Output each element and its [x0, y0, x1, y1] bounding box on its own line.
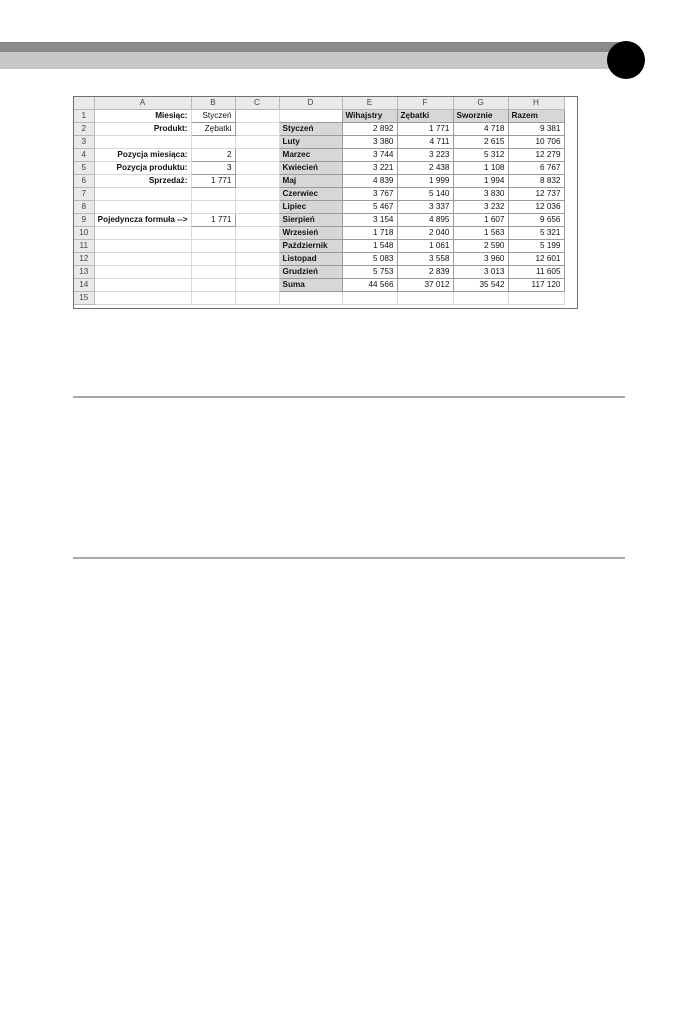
column-header-h[interactable]: H	[508, 97, 564, 110]
sales-cell[interactable]: 35 542	[453, 279, 508, 292]
cell-c[interactable]	[235, 266, 279, 279]
spreadsheet-screenshot	[73, 96, 578, 309]
cell-b[interactable]	[191, 136, 235, 149]
column-header-a[interactable]: A	[94, 97, 191, 110]
page-header-band-light	[0, 52, 625, 69]
cell-c[interactable]	[235, 110, 279, 123]
sales-cell[interactable]: 3 337	[397, 201, 453, 214]
cell-f[interactable]	[397, 292, 453, 305]
row-header[interactable]: 7	[74, 188, 94, 201]
cell-b[interactable]: 1 771	[191, 175, 235, 188]
cell-a[interactable]: Miesiąc:	[94, 110, 191, 123]
cell-b[interactable]: 2	[191, 149, 235, 162]
cell-c[interactable]	[235, 214, 279, 227]
cell-a[interactable]	[94, 136, 191, 149]
sales-cell[interactable]: 3 380	[342, 136, 397, 149]
cell-c[interactable]	[235, 201, 279, 214]
cell-b[interactable]	[191, 188, 235, 201]
column-header-d[interactable]: D	[279, 97, 342, 110]
cell-a[interactable]: Pojedyncza formuła -->	[94, 214, 191, 227]
cell-a[interactable]	[94, 279, 191, 292]
sales-cell[interactable]: 4 839	[342, 175, 397, 188]
cell-d[interactable]	[279, 292, 342, 305]
total-cell[interactable]: 12 036	[508, 201, 564, 214]
sheet-row	[74, 292, 564, 305]
sales-cell[interactable]: 4 718	[453, 123, 508, 136]
month-label-cell[interactable]: Sierpień	[279, 214, 342, 227]
total-cell[interactable]: 9 656	[508, 214, 564, 227]
chapter-thumb-circle	[607, 41, 645, 79]
cell-c[interactable]	[235, 149, 279, 162]
month-label-cell[interactable]: Kwiecień	[279, 162, 342, 175]
total-cell[interactable]: 12 601	[508, 253, 564, 266]
sheet-row	[74, 123, 564, 136]
cell-b[interactable]: 1 771	[191, 214, 235, 227]
sales-cell[interactable]: 1 999	[397, 175, 453, 188]
sales-cell[interactable]: 1 563	[453, 227, 508, 240]
sheet-row	[74, 201, 564, 214]
month-label-cell[interactable]: Styczeń	[279, 123, 342, 136]
total-cell[interactable]: 8 832	[508, 175, 564, 188]
sales-cell[interactable]: 1 771	[397, 123, 453, 136]
cell-b[interactable]	[191, 266, 235, 279]
cell-c[interactable]	[235, 162, 279, 175]
cell-c[interactable]	[235, 279, 279, 292]
row-header[interactable]: 5	[74, 162, 94, 175]
sales-cell[interactable]: 3 223	[397, 149, 453, 162]
month-label-cell[interactable]: Grudzień	[279, 266, 342, 279]
sales-cell[interactable]: 2 040	[397, 227, 453, 240]
cell-a[interactable]	[94, 240, 191, 253]
cell-a[interactable]: Sprzedaż:	[94, 175, 191, 188]
sheet-row	[74, 279, 564, 292]
cell-c[interactable]	[235, 240, 279, 253]
sheet-row	[74, 149, 564, 162]
cell-b[interactable]: 3	[191, 162, 235, 175]
total-cell[interactable]: 5 321	[508, 227, 564, 240]
horizontal-rule-top	[73, 396, 625, 398]
total-cell[interactable]: 5 199	[508, 240, 564, 253]
page-header-band-dark	[0, 42, 625, 52]
cell-b[interactable]	[191, 292, 235, 305]
sales-cell[interactable]: 4 895	[397, 214, 453, 227]
row-header[interactable]: 3	[74, 136, 94, 149]
cell-c[interactable]	[235, 227, 279, 240]
sales-cell[interactable]: 1 108	[453, 162, 508, 175]
total-cell[interactable]: 117 120	[508, 279, 564, 292]
sheet-row	[74, 110, 564, 123]
sales-cell[interactable]: 3 960	[453, 253, 508, 266]
sales-cell[interactable]: 3 830	[453, 188, 508, 201]
column-header-row	[74, 97, 564, 110]
cell-b[interactable]	[191, 240, 235, 253]
cell-c[interactable]	[235, 136, 279, 149]
cell-a[interactable]	[94, 227, 191, 240]
sales-cell[interactable]: 5 312	[453, 149, 508, 162]
sheet-row	[74, 136, 564, 149]
total-cell[interactable]: 10 706	[508, 136, 564, 149]
sales-cell[interactable]: 3 013	[453, 266, 508, 279]
column-header-g[interactable]: G	[453, 97, 508, 110]
row-header[interactable]: 6	[74, 175, 94, 188]
month-label-cell[interactable]: Suma	[279, 279, 342, 292]
cell-a[interactable]	[94, 253, 191, 266]
cell-b[interactable]: Styczeń	[191, 110, 235, 123]
sales-cell[interactable]: 3 558	[397, 253, 453, 266]
cell-b[interactable]	[191, 227, 235, 240]
column-header-c[interactable]: C	[235, 97, 279, 110]
cell-c[interactable]	[235, 175, 279, 188]
sales-cell[interactable]: 2 438	[397, 162, 453, 175]
total-cell[interactable]: 6 767	[508, 162, 564, 175]
row-header[interactable]: 11	[74, 240, 94, 253]
row-header[interactable]: 13	[74, 266, 94, 279]
sales-cell[interactable]: 1 607	[453, 214, 508, 227]
cell-c[interactable]	[235, 292, 279, 305]
cell-e[interactable]	[342, 292, 397, 305]
total-cell[interactable]: 9 381	[508, 123, 564, 136]
sales-cell[interactable]: 2 615	[453, 136, 508, 149]
sales-cell[interactable]: 3 154	[342, 214, 397, 227]
sales-cell[interactable]: 5 083	[342, 253, 397, 266]
sales-cell[interactable]: 1 718	[342, 227, 397, 240]
cell-b[interactable]	[191, 279, 235, 292]
row-header[interactable]: 14	[74, 279, 94, 292]
cell-a[interactable]: Produkt:	[94, 123, 191, 136]
sales-cell[interactable]: 5 140	[397, 188, 453, 201]
cell-a[interactable]	[94, 201, 191, 214]
column-header-e[interactable]: E	[342, 97, 397, 110]
sales-cell[interactable]: 2 839	[397, 266, 453, 279]
spreadsheet-grid	[74, 97, 565, 305]
month-label-cell[interactable]: Luty	[279, 136, 342, 149]
cell-a[interactable]	[94, 292, 191, 305]
sheet-row	[74, 188, 564, 201]
cell-b[interactable]: Zębatki	[191, 123, 235, 136]
sales-cell[interactable]: 5 753	[342, 266, 397, 279]
row-header[interactable]: 2	[74, 123, 94, 136]
total-cell[interactable]: 11 605	[508, 266, 564, 279]
sheet-row	[74, 175, 564, 188]
month-label-cell[interactable]: Maj	[279, 175, 342, 188]
cell-a[interactable]: Pozycja produktu:	[94, 162, 191, 175]
sales-cell[interactable]: 1 994	[453, 175, 508, 188]
cell-c[interactable]	[235, 188, 279, 201]
row-header[interactable]: 1	[74, 110, 94, 123]
sales-cell[interactable]: 5 467	[342, 201, 397, 214]
sales-cell[interactable]: 44 566	[342, 279, 397, 292]
total-cell[interactable]: 12 737	[508, 188, 564, 201]
month-label-cell[interactable]: Październik	[279, 240, 342, 253]
sales-cell[interactable]: 2 892	[342, 123, 397, 136]
sheet-row	[74, 266, 564, 279]
sales-cell[interactable]: 3 221	[342, 162, 397, 175]
sales-cell[interactable]: 4 711	[397, 136, 453, 149]
sheet-row	[74, 162, 564, 175]
row-header[interactable]: 15	[74, 292, 94, 305]
horizontal-rule-bottom	[73, 557, 625, 559]
sheet-row	[74, 214, 564, 227]
sales-cell[interactable]: 3 767	[342, 188, 397, 201]
sales-cell[interactable]: 1 548	[342, 240, 397, 253]
cell-b[interactable]	[191, 253, 235, 266]
cell-a[interactable]	[94, 266, 191, 279]
column-header-f[interactable]: F	[397, 97, 453, 110]
cell-g[interactable]	[453, 292, 508, 305]
row-header[interactable]: 12	[74, 253, 94, 266]
product-header-cell[interactable]: Zębatki	[397, 110, 453, 123]
select-all-corner[interactable]	[74, 97, 94, 110]
cell-d[interactable]	[279, 110, 342, 123]
sales-cell[interactable]: 2 590	[453, 240, 508, 253]
row-header[interactable]: 9	[74, 214, 94, 227]
cell-b[interactable]	[191, 201, 235, 214]
product-header-cell[interactable]: Wihajstry	[342, 110, 397, 123]
cell-h[interactable]	[508, 292, 564, 305]
sheet-row	[74, 253, 564, 266]
row-header[interactable]: 4	[74, 149, 94, 162]
cell-c[interactable]	[235, 253, 279, 266]
sheet-row	[74, 227, 564, 240]
sales-cell[interactable]: 3 232	[453, 201, 508, 214]
month-label-cell[interactable]: Czerwiec	[279, 188, 342, 201]
cell-c[interactable]	[235, 123, 279, 136]
sales-cell[interactable]: 37 012	[397, 279, 453, 292]
month-label-cell[interactable]: Listopad	[279, 253, 342, 266]
column-header-b[interactable]: B	[191, 97, 235, 110]
sales-cell[interactable]: 1 061	[397, 240, 453, 253]
product-header-cell[interactable]: Razem	[508, 110, 564, 123]
cell-a[interactable]: Pozycja miesiąca:	[94, 149, 191, 162]
cell-a[interactable]	[94, 188, 191, 201]
row-header[interactable]: 10	[74, 227, 94, 240]
sheet-row	[74, 240, 564, 253]
row-header[interactable]: 8	[74, 201, 94, 214]
sales-cell[interactable]: 3 744	[342, 149, 397, 162]
month-label-cell[interactable]: Marzec	[279, 149, 342, 162]
product-header-cell[interactable]: Sworznie	[453, 110, 508, 123]
month-label-cell[interactable]: Wrzesień	[279, 227, 342, 240]
month-label-cell[interactable]: Lipiec	[279, 201, 342, 214]
total-cell[interactable]: 12 279	[508, 149, 564, 162]
